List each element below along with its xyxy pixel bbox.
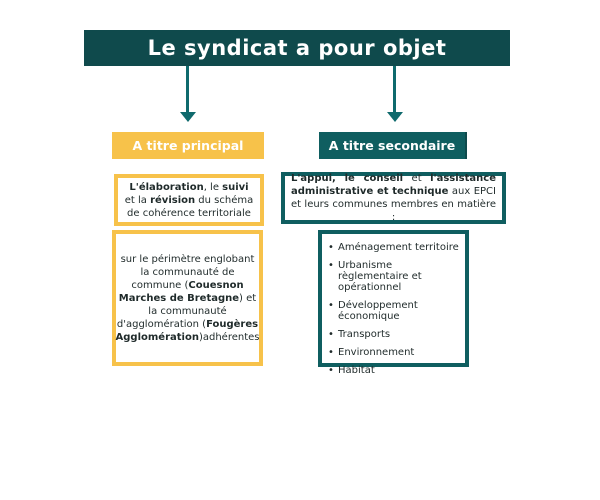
list-item: • Habitat	[328, 365, 461, 376]
list-item: • Aménagement territoire	[328, 242, 461, 253]
principal-header	[112, 132, 264, 159]
secondaire-mission-box	[281, 172, 506, 224]
text-fougeres: Fougères Agglomération	[115, 318, 259, 343]
list-item: • Environnement	[328, 347, 461, 358]
principal-header-label: A titre principal	[132, 138, 244, 153]
arrow-left-head	[180, 112, 196, 122]
secondaire-domains-box	[318, 230, 469, 376]
principal-mission-text	[124, 181, 254, 220]
text-appui-conseil: L'appui, le conseil	[291, 173, 404, 184]
text-assistance: l'assistance administrative et technique	[291, 173, 496, 197]
secondaire-header-label: A titre secondaire	[328, 138, 456, 153]
arrow-right-head	[387, 112, 403, 122]
principal-perimeter-box	[112, 230, 263, 366]
text-part: aux EPCI et leurs communes membres en matière :	[291, 186, 496, 223]
text-part: , le	[203, 181, 223, 193]
principal-mission-box	[114, 174, 264, 226]
text-part: ) et la communauté d'agglomération (	[116, 292, 257, 330]
list-item: • Urbanisme règlementaire et opérationnel	[328, 260, 461, 293]
text-suivi: suivi	[222, 181, 249, 193]
text-revision: révision	[150, 194, 196, 206]
text-elaboration: L'élaboration	[129, 181, 204, 193]
text-part: et la	[124, 194, 151, 206]
list-item: • Transports	[328, 329, 461, 340]
title-banner	[84, 30, 510, 66]
text-part: du schéma de cohérence territoriale	[127, 194, 254, 219]
domains-list	[328, 242, 461, 376]
text-part: sur le périmètre englobant la communauté de commune (	[120, 253, 255, 291]
secondaire-mission-text	[291, 172, 496, 224]
diagram-title: Le syndicat a pour objet	[147, 36, 447, 60]
list-item: • Développement économique	[328, 300, 461, 322]
secondaire-header	[319, 132, 467, 159]
text-part: et	[403, 173, 431, 184]
principal-perimeter-text	[116, 253, 260, 344]
text-part: )adhérentes	[198, 331, 260, 343]
arrow-left-shaft	[186, 66, 189, 114]
arrow-right-shaft	[393, 66, 396, 114]
text-couesnon: Couesnon Marches de Bretagne	[118, 279, 244, 304]
